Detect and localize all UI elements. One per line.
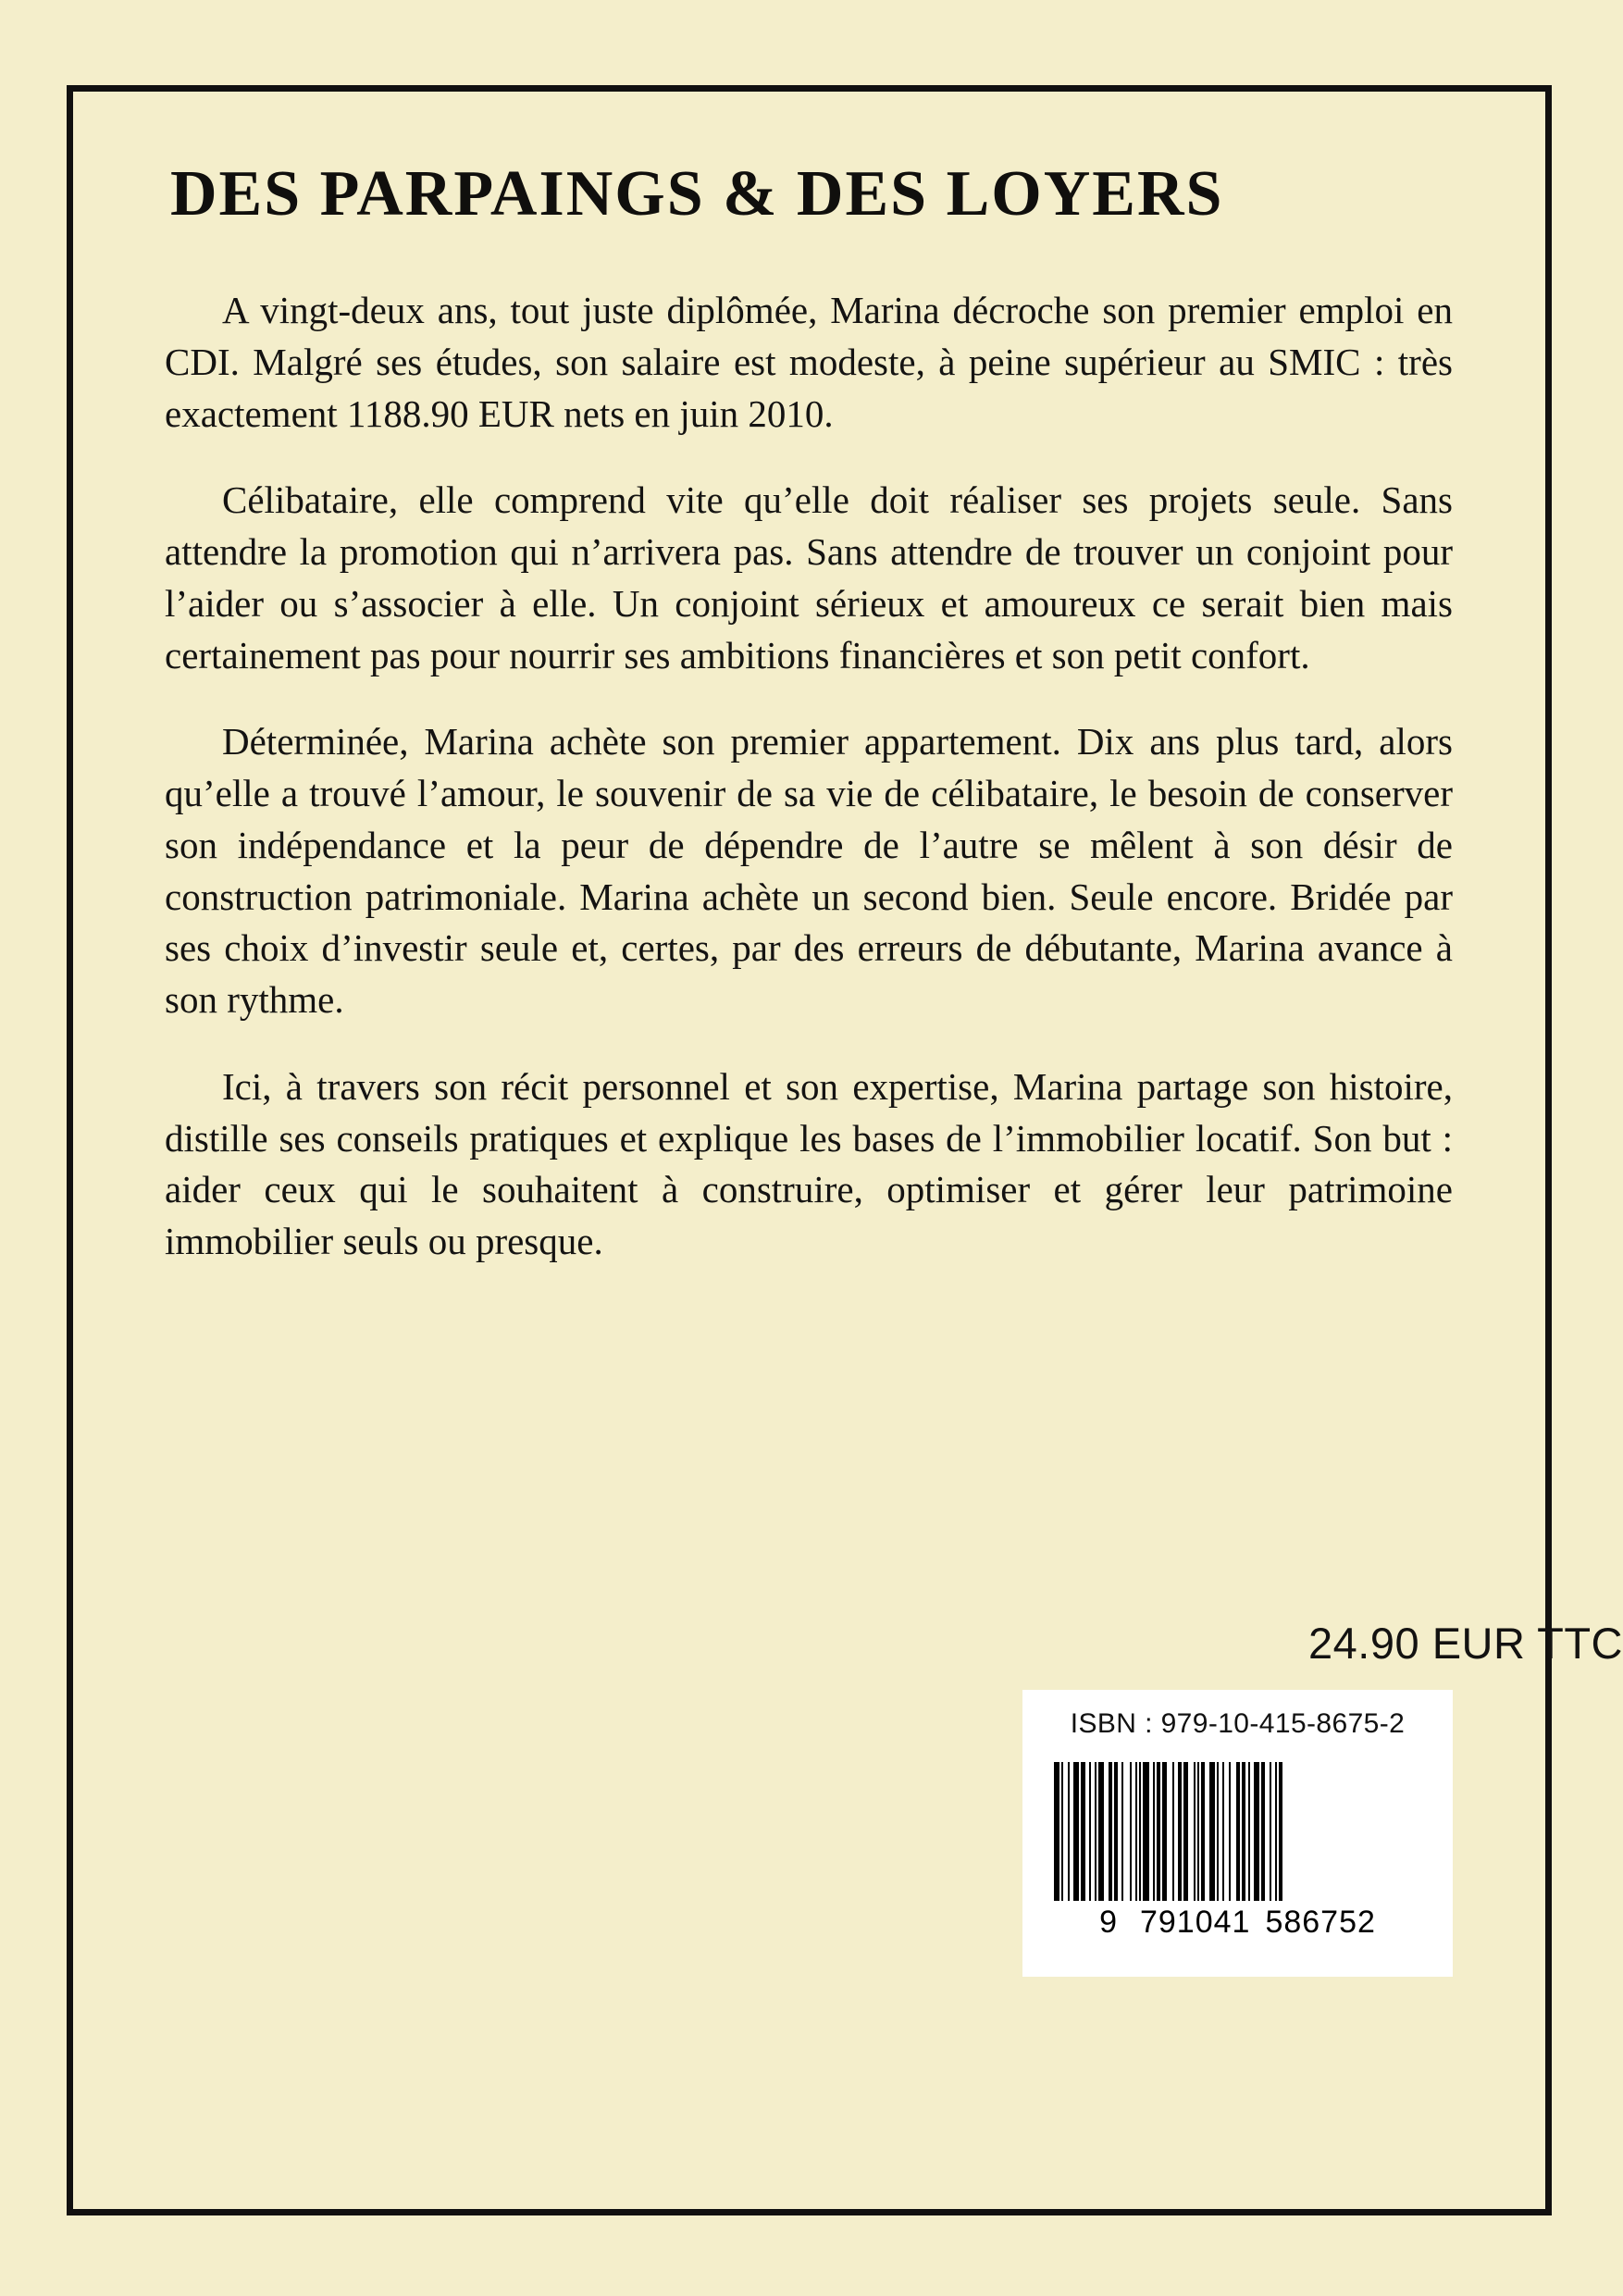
barcode-digit-left: 791041 <box>1139 1905 1251 1940</box>
barcode-digit-lead: 9 <box>1099 1905 1118 1940</box>
blurb-paragraph: Ici, à travers son récit personnel et son expertise, Marina partage son histoire, distille ses conseils pratiques et explique les bases de l’immobilier locatif. Son but : aider ceux qui le souhaitent à construire, optimiser et gérer leur patrimoine immobilier seuls ou presque. <box>165 1064 1453 1262</box>
isbn-label: ISBN : 979-10-415-8675-2 <box>1070 1708 1406 1739</box>
blurb-paragraph: Déterminée, Marina achète son premier appartement. Dix ans plus tard, alors qu’elle a trouvé l’amour, le souvenir de sa vie de célibataire, le besoin de conserver son indépendance et la peur de dépendre de l’autre se mêlent à son désir de construction patrimoniale. Marina achète un second bien. Seule encore. Bridée par ses choix d’investir seule et, certes, par des erreurs de débutante, Marina avance à son rythme. <box>165 720 1453 1021</box>
page-title: DES PARPAINGS & DES LOYERS <box>170 158 1224 230</box>
cover-content <box>165 157 1453 1303</box>
barcode-block <box>1022 1690 1453 1977</box>
blurb-paragraph: Célibataire, elle comprend vite qu’elle doit réaliser ses projets seule. Sans attendre la promotion qui n’arrivera pas. Sans attendre de trouver un conjoint pour l’aider ou s’associer à elle. Un conjoint sérieux et amoureux ce serait bien mais certainement pas pour nourrir ses ambitions financières et son petit confort. <box>165 478 1453 676</box>
barcode-digit-right: 586752 <box>1265 1905 1376 1940</box>
barcode-bars <box>1054 1762 1424 1901</box>
price-label: 24.90 EUR TTC <box>1308 1619 1623 1668</box>
barcode-digits <box>1022 1905 1453 1941</box>
blurb-text <box>165 285 1453 1268</box>
blurb-paragraph: A vingt-deux ans, tout juste diplômée, Marina décroche son premier emploi en CDI. Malgré ses études, son salaire est modeste, à peine supérieur au SMIC : très exactement 1188.90 EUR nets en juin 2010. <box>165 289 1453 435</box>
